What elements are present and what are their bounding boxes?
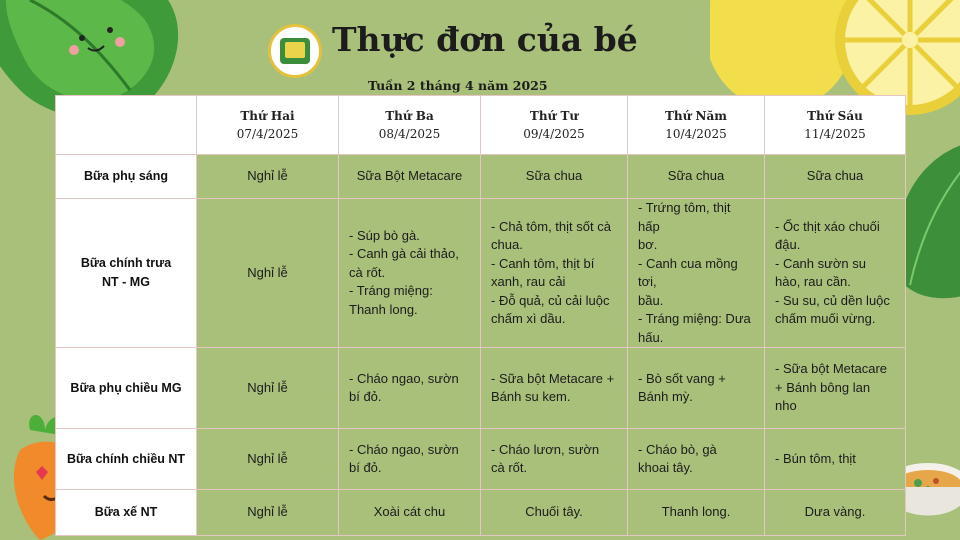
menu-cell: Nghỉ lễ — [197, 429, 339, 490]
menu-table — [55, 95, 906, 536]
table-header-row — [56, 96, 906, 155]
menu-cell: - Cháo ngao, sườn bí đỏ. — [339, 429, 481, 490]
day-header: Thứ Năm 10/4/2025 — [628, 96, 765, 155]
menu-cell: - Súp bò gà. - Canh gà cải thảo, cà rốt. - Tráng miệng: Thanh long. — [339, 199, 481, 348]
menu-cell: - Cháo ngao, sườn bí đỏ. — [339, 348, 481, 429]
meal-label: Bữa phụ sáng — [56, 155, 197, 199]
menu-cell: - Sữa bột Metacare + Bánh bông lan nho — [765, 348, 906, 429]
table-row — [56, 348, 906, 429]
menu-cell: Nghỉ lễ — [197, 490, 339, 536]
meal-label: Bữa xế NT — [56, 490, 197, 536]
menu-cell: - Chả tôm, thịt sốt cà chua. - Canh tôm, thịt bí xanh, rau cải - Đỗ quả, củ cải luộc chấm xì dầu. — [481, 199, 628, 348]
menu-cell: - Bò sốt vang + Bánh mỳ. — [628, 348, 765, 429]
table-row — [56, 155, 906, 199]
meal-label: Bữa phụ chiều MG — [56, 348, 197, 429]
menu-cell: Xoài cát chu — [339, 490, 481, 536]
menu-cell: Nghỉ lễ — [197, 348, 339, 429]
corner-cell — [56, 96, 197, 155]
day-header: Thứ Ba 08/4/2025 — [339, 96, 481, 155]
menu-cell: Sữa chua — [628, 155, 765, 199]
meal-label: Bữa chính trưa NT - MG — [56, 199, 197, 348]
menu-cell: Thanh long. — [628, 490, 765, 536]
menu-cell: Nghỉ lễ — [197, 199, 339, 348]
school-building-icon — [280, 38, 310, 64]
menu-cell: - Sữa bột Metacare + Bánh su kem. — [481, 348, 628, 429]
menu-cell: Sữa chua — [765, 155, 906, 199]
menu-cell: - Cháo bò, gà khoai tây. — [628, 429, 765, 490]
table-row — [56, 490, 906, 536]
day-header: Thứ Hai 07/4/2025 — [197, 96, 339, 155]
table-row — [56, 429, 906, 490]
week-subtitle: Tuần 2 tháng 4 năm 2025 — [368, 78, 548, 93]
menu-cell: - Trứng tôm, thịt hấp bơ. - Canh cua mồng tơi, bầu. - Tráng miệng: Dưa hấu. — [628, 199, 765, 348]
menu-cell: Chuối tây. — [481, 490, 628, 536]
meal-label: Bữa chính chiều NT — [56, 429, 197, 490]
menu-cell: Sữa Bột Metacare — [339, 155, 481, 199]
day-header: Thứ Tư 09/4/2025 — [481, 96, 628, 155]
menu-cell: Sữa chua — [481, 155, 628, 199]
menu-cell: - Ốc thịt xáo chuối đậu. - Canh sườn su hào, rau cần. - Su su, củ dền luộc chấm muối vừng. — [765, 199, 906, 348]
table-row — [56, 199, 906, 348]
page-title: Thực đơn của bé — [332, 20, 638, 59]
day-header: Thứ Sáu 11/4/2025 — [765, 96, 906, 155]
school-logo — [268, 24, 322, 78]
menu-cell: Dưa vàng. — [765, 490, 906, 536]
menu-cell: - Bún tôm, thịt — [765, 429, 906, 490]
menu-cell: Nghỉ lễ — [197, 155, 339, 199]
menu-cell: - Cháo lươn, sườn cà rốt. — [481, 429, 628, 490]
